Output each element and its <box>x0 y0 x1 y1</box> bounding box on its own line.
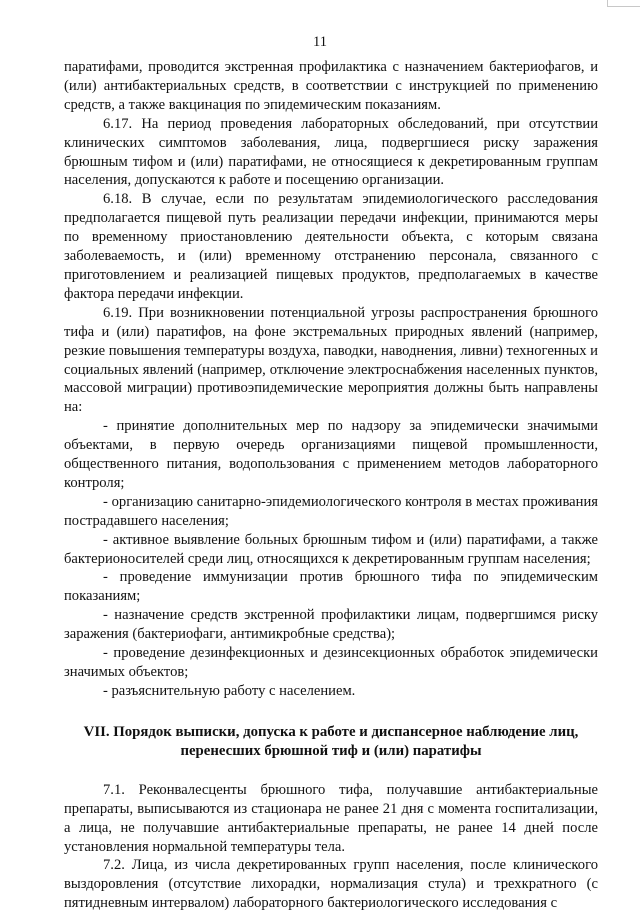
list-item: - организацию санитарно-эпидемиологического контроля в местах проживания пострадавшего населения; <box>64 493 598 529</box>
list-item: - назначение средств экстренной профилактики лицам, подвергшимся риску заражения (бактериофаги, антимикробные средства); <box>64 607 598 643</box>
document-body <box>64 58 598 913</box>
page-number: 11 <box>313 34 327 50</box>
paragraph-6-18: 6.18. В случае, если по результатам эпидемиологического расследования предполагается пищевой путь реализации передачи инфекции, принимаются меры по временному приостановлению деятельности объекта, с которым связана заболеваемость, и (или) временному отстранению персонала, связанного с приготовлением и реализацией пищевых продуктов, предполагаемых в качестве фактора передачи инфекции. <box>64 191 598 302</box>
paragraph-6-19: 6.19. При возникновении потенциальной угрозы распространения брюшного тифа и (или) паратифов, на фоне экстремальных природных явлений (например, резкие повышения температуры воздуха, паводки, наводнения, ливни) техногенных и социальных явлений (например, отключение электроснабжения населенных пунктов, массовой миграции) противоэпидемические мероприятия должны быть направлены на: <box>64 304 598 416</box>
list-item: - принятие дополнительных мер по надзору за эпидемически значимыми объектами, в первую очередь организациями пищевой промышленности, общественного питания, водопользования с применением методов лабораторного контроля; <box>64 418 598 491</box>
list-item: - разъяснительную работу с населением. <box>103 682 356 699</box>
list-item: - проведение дезинфекционных и дезинсекционных обработок эпидемически значимых объектов; <box>64 645 598 680</box>
paragraph-7-2: 7.2. Лица, из числа декретированных групп населения, после клинического выздоровления (отсутствие лихорадки, нормализация стула) и трехкратного (с пятидневным интервалом) лабораторного бактериологического исследования с <box>64 857 598 912</box>
page-edge-mark <box>607 0 640 7</box>
paragraph-6-17: 6.17. На период проведения лабораторных обследований, при отсутствии клинических симптомов заболевания, лица, подвергшиеся риску заражения брюшным тифом и (или) паратифами, не относящиеся к декретированным группам населения, допускаются к работе и посещению организации. <box>64 115 598 189</box>
list-item: - проведение иммунизации против брюшного тифа по эпидемическим показаниям; <box>64 569 598 605</box>
section-title: VII. Порядок выписки, допуска к работе и диспансерное наблюдение лиц, перенесших брюшной тиф и (или) паратифы <box>83 723 579 759</box>
list-item: - активное выявление больных брюшным тифом и (или) паратифами, а также бактерионосителей среди лиц, относящихся к декретированным группам населения; <box>64 531 598 567</box>
paragraph-continuation: паратифами, проводится экстренная профилактика с назначением бактериофагов, и (или) антибактериальных средств, в соответствии с инструкцией по применению средств, а также вакцинация по эпидемическим показаниям. <box>64 59 598 113</box>
paragraph-7-1: 7.1. Реконвалесценты брюшного тифа, получавшие антибактериальные препараты, выписываются из стационара не ранее 21 дня с момента госпитализации, а лица, не получавшие антибактериальные препараты, не ранее 14 дней после установления нормальной температуры тела. <box>64 781 598 855</box>
